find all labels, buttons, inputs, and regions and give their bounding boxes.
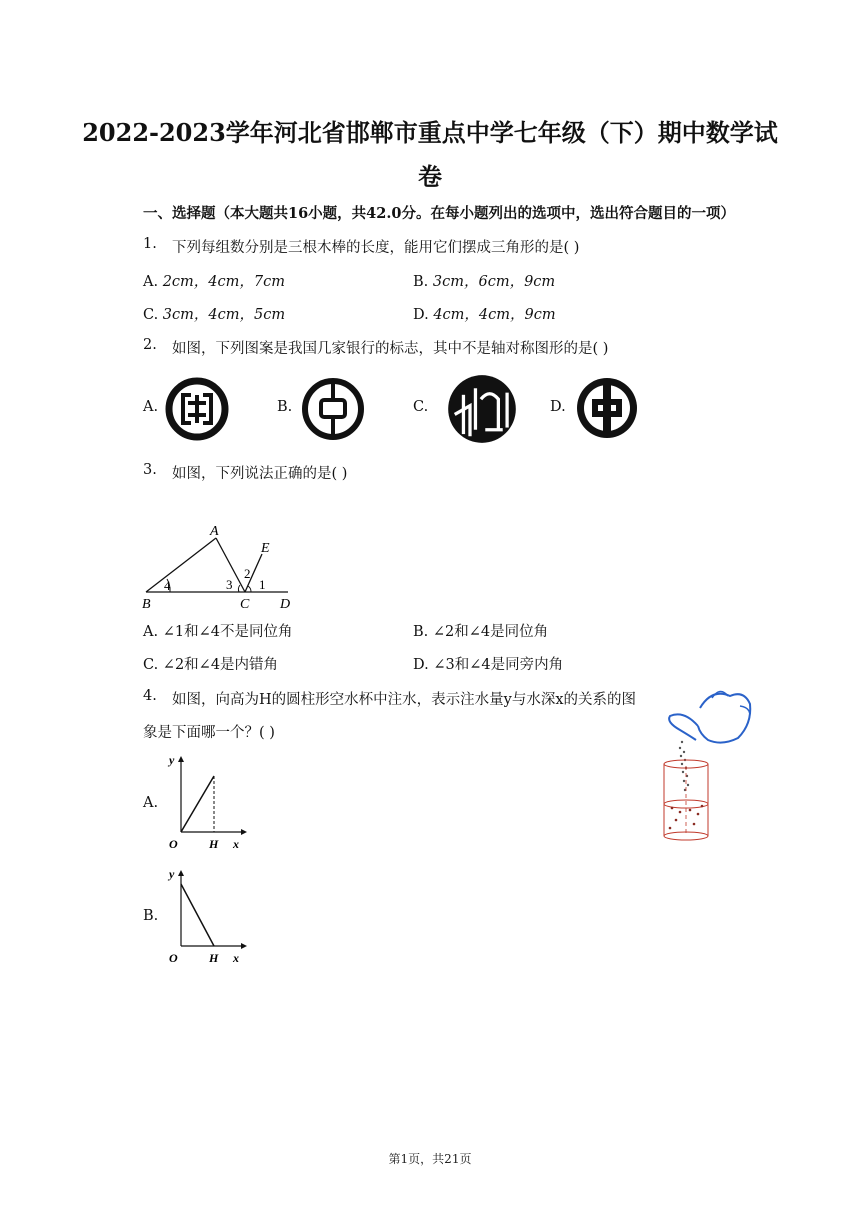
q1-option-a[interactable] xyxy=(143,270,285,291)
origin-label: O xyxy=(169,837,178,851)
angle-label-2: 2 xyxy=(244,566,251,581)
point-label-a: A xyxy=(210,524,219,539)
point-label-e: E xyxy=(261,541,270,556)
origin-label: O xyxy=(169,951,178,965)
angle-label-1: 1 xyxy=(259,577,266,592)
bank-logo-boc-icon xyxy=(300,376,366,446)
question-3-text: 如图，下列说法正确的是( ) xyxy=(172,466,348,482)
option-text: 4cm，4cm，9cm xyxy=(433,307,556,323)
q3-option-d[interactable] xyxy=(413,653,563,674)
page-title-line-1: 2022-2023学年河北省邯郸市重点中学七年级（下）期中数学试 xyxy=(82,118,778,147)
question-2-text: 如图，下列图案是我国几家银行的标志，其中不是轴对称图形的是( ) xyxy=(172,341,609,357)
axis-label-x: x xyxy=(233,951,239,965)
point-label-d: D xyxy=(280,597,291,612)
section-heading: 一、选择题（本大题共16小题，共42.0分。在每小题列出的选项中，选出符合题目的一项） xyxy=(143,205,735,222)
axis-label-x: x xyxy=(233,837,239,851)
angle-label-4: 4 xyxy=(164,578,171,593)
option-text: ∠3和∠4是同旁内角 xyxy=(433,657,564,673)
option-label: A. xyxy=(143,274,159,290)
axis-label-y: y xyxy=(169,867,175,881)
q4-option-a-graph xyxy=(165,752,247,856)
h-label: H xyxy=(209,837,219,851)
q1-option-b[interactable] xyxy=(413,270,555,291)
q2-option-a-label[interactable]: A. xyxy=(143,399,159,415)
angle-label-3: 3 xyxy=(226,577,233,592)
q3-option-c[interactable] xyxy=(143,653,278,674)
question-4-text-line-2: 象是下面哪一个？( ) xyxy=(143,725,275,741)
option-text: ∠2和∠4是内错角 xyxy=(162,657,279,673)
bank-logo-abc-icon xyxy=(574,375,640,445)
option-text: 3cm，6cm，9cm xyxy=(432,274,556,290)
q2-option-c-label[interactable]: C. xyxy=(413,399,429,415)
question-3-number: 3. xyxy=(143,462,157,478)
q3-angle-figure xyxy=(140,520,300,616)
option-text: 3cm，4cm，5cm xyxy=(162,307,286,323)
question-4-number: 4. xyxy=(143,688,157,704)
q3-option-b[interactable] xyxy=(413,620,548,641)
option-label: C. xyxy=(143,657,159,673)
bank-logo-icbc-icon xyxy=(164,376,230,446)
question-1-number: 1. xyxy=(143,236,157,252)
question-4-text-line-1: 如图，向高为H的圆柱形空水杯中注水，表示注水量y与水深x的关系的图 xyxy=(172,692,637,708)
option-label: C. xyxy=(143,307,159,323)
h-label: H xyxy=(209,951,219,965)
q1-option-c[interactable] xyxy=(143,303,285,324)
page-footer: 第1页，共21页 xyxy=(388,1152,472,1166)
option-text: 2cm，4cm，7cm xyxy=(162,274,285,290)
option-label: B. xyxy=(413,274,429,290)
option-text: ∠1和∠4不是同位角 xyxy=(162,624,293,640)
option-label: D. xyxy=(413,307,429,323)
question-2-number: 2. xyxy=(143,337,157,353)
q2-option-b-label[interactable]: B. xyxy=(277,399,293,415)
option-label: A. xyxy=(143,624,159,640)
point-label-b: B xyxy=(142,597,151,612)
q4-option-b-graph xyxy=(165,866,247,970)
teapot-pouring-water-cup-icon xyxy=(660,686,756,846)
q2-option-d-label[interactable]: D. xyxy=(550,399,566,415)
option-text: ∠2和∠4是同位角 xyxy=(432,624,549,640)
question-1-text: 下列每组数分别是三根木棒的长度，能用它们摆成三角形的是( ) xyxy=(172,240,580,256)
q1-option-d[interactable] xyxy=(413,303,556,324)
option-label: B. xyxy=(413,624,429,640)
q4-option-a-label[interactable]: A. xyxy=(143,795,159,811)
q4-option-b-label[interactable]: B. xyxy=(143,908,159,924)
option-label: D. xyxy=(413,657,429,673)
page-title-line-2: 卷 xyxy=(418,162,442,191)
axis-label-y: y xyxy=(169,753,175,767)
point-label-c: C xyxy=(240,597,250,612)
bank-logo-ccb-icon xyxy=(446,373,518,449)
q3-option-a[interactable] xyxy=(143,620,292,641)
